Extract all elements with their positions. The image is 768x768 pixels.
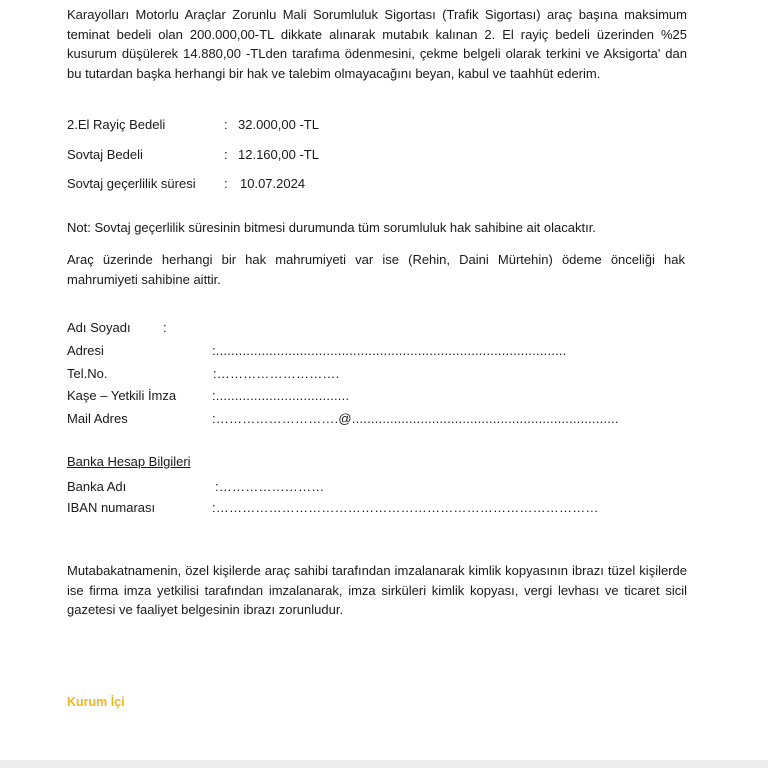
- bank-section-title: Banka Hesap Bilgileri: [67, 454, 191, 469]
- value-label: Sovtaj Bedeli: [67, 147, 143, 162]
- value-amount: 12.160,00 -TL: [238, 147, 319, 162]
- address-label: Adresi: [67, 343, 104, 358]
- rehin-paragraph: Araç üzerinde herhangi bir hak mahrumiyeti var ise (Rehin, Daini Mürtehin) ödeme önceliği hak mahrumiyeti sahibine aittir.: [67, 252, 685, 287]
- name-colon: :: [163, 320, 167, 335]
- value-colon: :: [224, 176, 228, 191]
- phone-field[interactable]: :……………………….: [213, 366, 340, 381]
- value-label: 2.El Rayiç Bedeli: [67, 117, 166, 132]
- note-paragraph: Not: Sovtaj geçerlilik süresinin bitmesi durumunda tüm sorumluluk hak sahibine ait olacaktır.: [67, 220, 596, 235]
- value-colon: :: [224, 117, 228, 132]
- value-amount: 32.000,00 -TL: [238, 117, 319, 132]
- iban-label: IBAN numarası: [67, 500, 156, 515]
- stamp-label: Kaşe – Yetkili İmza: [67, 388, 177, 403]
- classification-label: Kurum İçi: [67, 695, 125, 709]
- value-colon: :: [224, 147, 228, 162]
- intro-paragraph: Karayolları Motorlu Araçlar Zorunlu Mali Sorumluluk Sigortası (Trafik Sigortası) araç başına maksimum teminat bedeli olan 200.000,00-TL dikkate alınarak mutabık kalınan 2. El rayiç bedeli üzerinden %25 kusurum düşülerek 14.880,00 -TLden tarafıma ödenmesini, çekme belgeli olarak terkini ve Aksigorta' dan bu tutardan başka herhangi bir hak ve talebim olmayacağını beyan, kabul ve taahhüt ederim.: [67, 7, 687, 81]
- iban-field[interactable]: :……………………………………………………………………………: [212, 500, 599, 515]
- mail-label: Mail Adres: [67, 411, 128, 426]
- value-date: 10.07.2024: [240, 176, 306, 191]
- closing-paragraph: Mutabakatnamenin, özel kişilerde araç sahibi tarafından imzalanarak kimlik kopyasının ibrazı tüzel kişilerde ise firma imza yetkilisi tarafından imzalanarak, imza sirküleri kimlik kopyası, vergi levhası ve ticaret sicil gazetesi ve faaliyet belgesinin ibrazı zorunludur.: [67, 563, 687, 617]
- address-field[interactable]: :............................................................................................: [212, 343, 567, 358]
- phone-label: Tel.No.: [67, 366, 108, 381]
- stamp-field[interactable]: :...................................: [212, 388, 350, 403]
- mail-field[interactable]: :……………………….@......................................................................: [212, 411, 619, 426]
- bank-name-field[interactable]: :……………………: [215, 479, 325, 494]
- bank-name-label: Banka Adı: [67, 479, 127, 494]
- value-label: Sovtaj geçerlilik süresi: [67, 176, 196, 191]
- name-label: Adı Soyadı: [67, 320, 131, 335]
- bottom-strip: [0, 760, 768, 768]
